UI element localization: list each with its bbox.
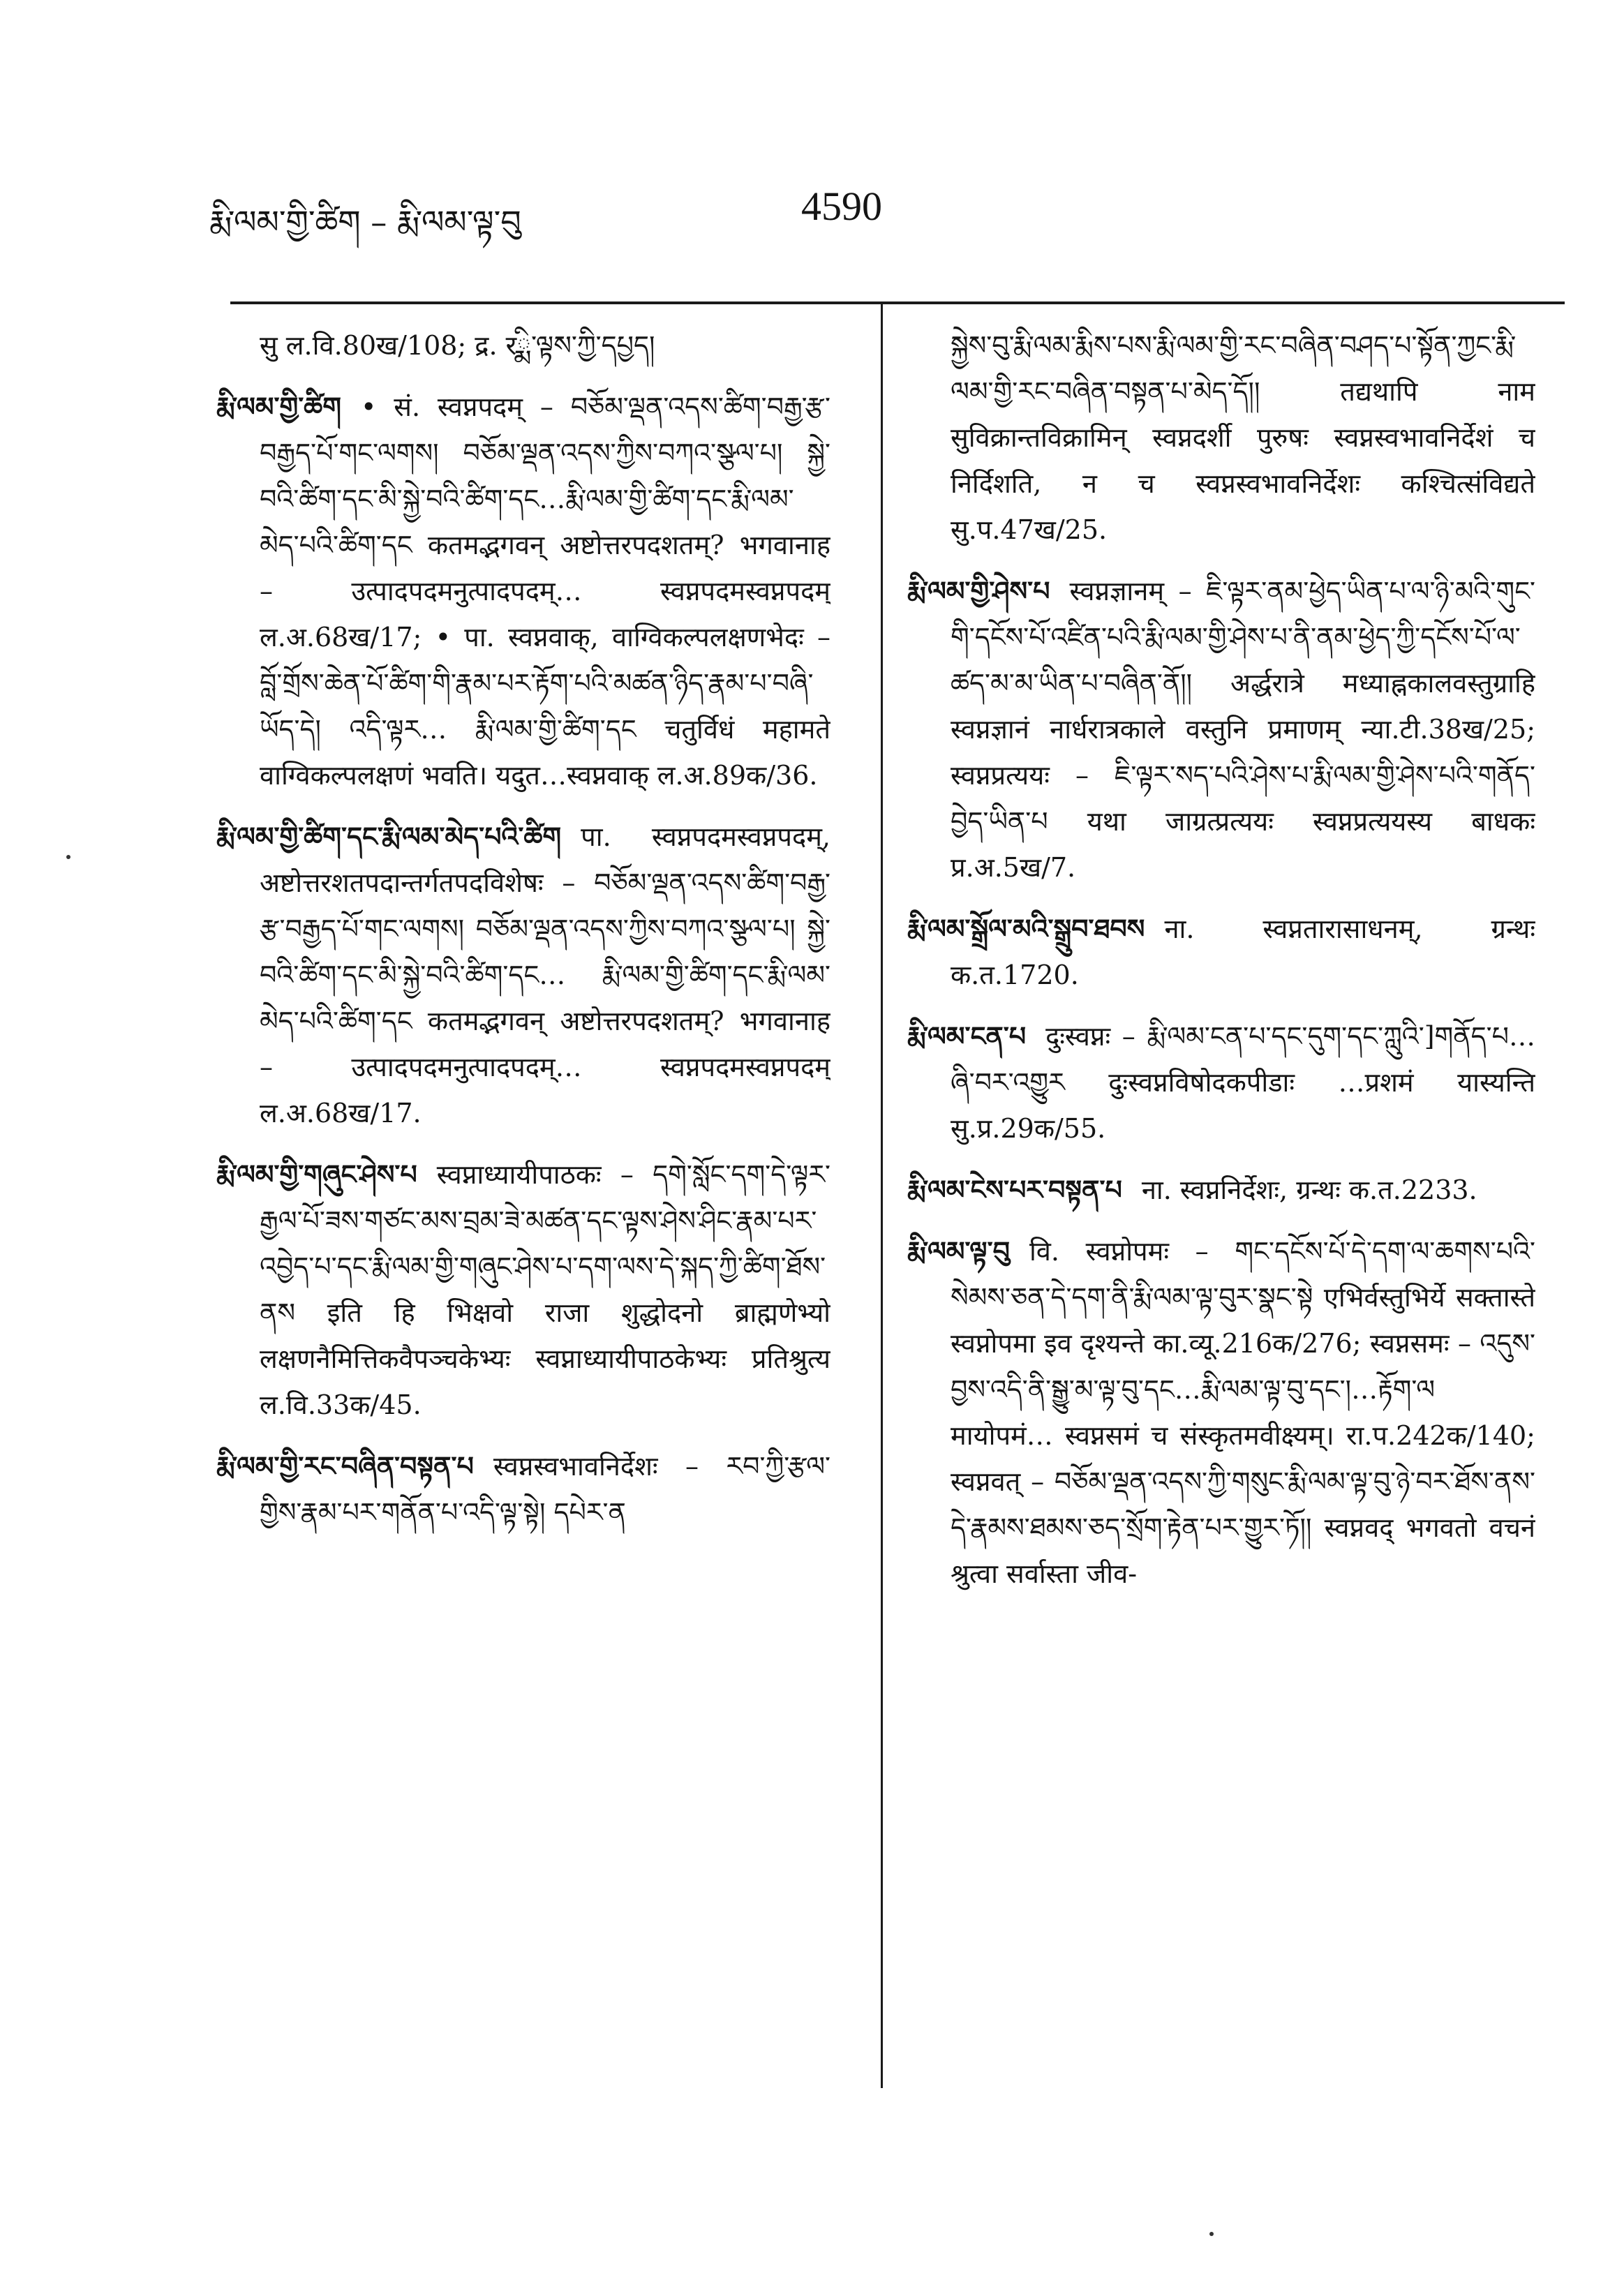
dictionary-entry [216, 1152, 830, 1428]
entry-headword: རྨི་ལམ་གྱི་ཚིག [216, 391, 341, 422]
dictionary-entry [907, 1167, 1535, 1213]
entry-headword: རྨི་ལམ་ལྟ་བུ [907, 1235, 1010, 1267]
running-head: རྨི་ལམ་གྱི་ཚིག – རྨི་ལམ་ལྟ་བུ [209, 203, 521, 241]
entry-headword: རྨི་ལམ་གྱི་ཚིག་དང་རྨི་ལམ་མེད་པའི་ཚིག [216, 821, 562, 852]
entry-headword: རྨི་ལམ་གྱི་གཞུང་ཤེས་པ [216, 1158, 417, 1190]
header-rule [230, 301, 1565, 304]
dictionary-entry [907, 1228, 1535, 1597]
entry-body: वि. स्वप्नोपमः – གང་དངོས་པོ་དེ་དག་ལ་ཆགས་པའི་སེམས་ཅན་དེ་དག་ནི་རྨི་ལམ་ལྟ་བུར་སྣང་སྟེ एभिर्वस्तुभिर्ये सक्तास्ते स्वप्नोपमा इव दृश्यन्ते का.व्यू.216क/276; स्वप्नसमः – འདུས་བྱས་འདི་ནི་སྒྱུ་མ་ལྟ་བུ་དང…རྨི་ལམ་ལྟ་བུ་དང་།…རྟོག་ལ मायोपमं… स्वप्नसमं च संस्कृतमवीक्ष्यम्। रा.प.242क/140; स्वप्नवत् – བཅོམ་ལྡན་འདས་ཀྱི་གསུང་རྨི་ལམ་ལྟ་བུ་ཉེ་བར་ཐོས་ནས་དེ་རྣམས་ཐམས་ཅད་སྲོག་རྟེན་པར་གྱུར་ཏོ།། स्वप्नवद् भगवतो वचनं श्रुत्वा सर्वास्ता जीव- [951, 1236, 1535, 1589]
entry-body: • सं. स्वप्नपदम् – བཅོམ་ལྡན་འདས་ཚིག་བརྒྱ་རྩ་བརྒྱད་པོ་གང་ལགས། བཅོམ་ལྡན་འདས་ཀྱིས་བཀའ་སྩལ་པ། སྐྱེ་བའི་ཚིག་དང་མི་སྐྱེ་བའི་ཚིག་དང…རྨི་ལམ་གྱི་ཚིག་དང་རྨི་ལམ་མེད་པའི་ཚིག་དང कतमद्भगवन् अष्टोत्तरपदशतम्? भगवानाह – उत्पादपदमनुत्पादपदम्… स्वप्नपदमस्वप्नपदम् ल.अ.68ख/17; • पा. स्वप्नवाक्, वाग्विकल्पलक्षणभेदः – བློ་གྲོས་ཆེན་པོ་ཚིག་གི་རྣམ་པར་རྟོག་པའི་མཚན་ཉིད་རྣམ་པ་བཞི་ཡོད་དེ། འདི་ལྟར… རྨི་ལམ་གྱི་ཚིག་དང चतुर्विधं महामते वाग्विकल्पलक्षणं भवति। यदुत…स्वप्नवाक् ल.अ.89क/36. [260, 392, 830, 791]
dictionary-entry [907, 906, 1535, 998]
entry-body: སྐྱེས་བུ་རྨི་ལམ་རྨིས་པས་རྨི་ལམ་གྱི་རང་བཞིན་བཤད་པ་སྟོན་ཀྱང་རྨི་ལམ་གྱི་རང་བཞིན་བསྟན་པ་མེད་དོ།། तद्यथापि नाम सुविक्रान्तविक्रामिन् स्वप्नदर्शी पुरुषः स्वप्नस्वभावनिर्देशं च निर्दिशति, न च स्वप्नस्वभावनिर्देशः कश्चित्संविद्यते सु.प.47ख/25. [951, 330, 1535, 545]
column-divider [881, 301, 883, 2088]
page-number: 4590 [801, 184, 882, 229]
entry-headword: རྨི་ལམ་སྒྲོལ་མའི་སྒྲུབ་ཐབས [907, 913, 1145, 944]
dictionary-entry [907, 322, 1535, 553]
scan-speck [1209, 2232, 1214, 2236]
dictionary-entry [907, 1013, 1535, 1152]
entry-body: ना. स्वप्नतारासाधनम्, ग्रन्थः क.त.1720. [951, 914, 1535, 990]
left-column [216, 322, 830, 2095]
entry-headword: རྨི་ལམ་གྱི་ཤེས་པ [907, 575, 1050, 606]
entry-body: स्वप्नाध्यायीपाठकः – དགེ་སློང་དག་དེ་ལྟར་རྒྱལ་པོ་ཟས་གཙང་མས་བྲམ་ཟེ་མཚན་དང་ལྟས་ཤེས་ཤིང་རྣམ་པར་འབྱེད་པ་དང་རྨི་ལམ་གྱི་གཞུང་ཤེས་པ་དག་ལས་དེ་སྐད་ཀྱི་ཚིག་ཐོས་ནས इति हि भिक्षवो राजा शुद्धोदनो ब्राह्मणेभ्यो लक्षणनैमित्तिकवैपञ्चकेभ्यः स्वप्नाध्यायीपाठकेभ्यः प्रतिश्रुत्य ल.वि.33क/45. [260, 1159, 830, 1420]
entry-body: स्वप्नस्वभावनिर्देशः – རབ་ཀྱི་རྩལ་གྱིས་རྣམ་པར་གནོན་པ་འདི་ལྟ་སྟེ། དཔེར་ན [260, 1451, 830, 1528]
entry-headword: རྨི་ལམ་ངེས་པར་བསྟན་པ [907, 1174, 1122, 1205]
entry-body: स्वप्नज्ञानम् – ཇི་ལྟར་ནམ་ཕྱེད་ཡིན་པ་ལ་ཉི་མའི་གུང་གི་དངོས་པོ་འཛིན་པའི་རྨི་ལམ་གྱི་ཤེས་པ་ནི་ནམ་ཕྱེད་ཀྱི་དངོས་པོ་ལ་ཚད་མ་མ་ཡིན་པ་བཞིན་ནོ།། अर्द्धरात्रे मध्याह्नकालवस्तुग्राहि स्वप्नज्ञानं नार्धरात्रकाले वस्तुनि प्रमाणम् न्या.टी.38ख/25; स्वप्नप्रत्ययः – ཇི་ལྟར་སད་པའི་ཤེས་པ་རྨི་ལམ་གྱི་ཤེས་པའི་གནོད་བྱེད་ཡིན་པ यथा जाग्रत्प्रत्ययः स्वप्नप्रत्ययस्य बाधकः प्र.अ.5ख/7. [951, 576, 1535, 883]
entry-body: ना. स्वप्ननिर्देशः, ग्रन्थः क.त.2233. [1141, 1175, 1477, 1205]
entry-body: सु ल.वि.80ख/108; द्र. रྨི་ལྟས་ཀྱི་དཔྱད། [260, 330, 655, 361]
entry-body: दुःस्वप्नः – རྨི་ལམ་ངན་པ་དང་དུག་དང་ཀླུའི་]གནོད་པ…ཞི་བར་འགྱུར दुःस्वप्नविषोदकपीडाः …प्रशमं यास्यन्ति सु.प्र.29क/55. [951, 1021, 1535, 1144]
entry-body: पा. स्वप्नपदमस्वप्नपदम्, अष्टोत्तरशतपदान्तर्गतपदविशेषः – བཅོམ་ལྡན་འདས་ཚིག་བརྒྱ་རྩ་བརྒྱད་པོ་གང་ལགས། བཅོམ་ལྡན་འདས་ཀྱིས་བཀའ་སྩལ་པ། སྐྱེ་བའི་ཚིག་དང་མི་སྐྱེ་བའི་ཚིག་དང… རྨི་ལམ་གྱི་ཚིག་དང་རྨི་ལམ་མེད་པའི་ཚིག་དང कतमद्भगवन् अष्टोत्तरपदशतम्? भगवानाह – उत्पादपदमनुत्पादपदम्… स्वप्नपदमस्वप्नपदम् ल.अ.68ख/17. [260, 821, 830, 1128]
dictionary-entry [216, 384, 830, 798]
dictionary-entry [907, 568, 1535, 891]
right-column [907, 322, 1535, 2095]
dictionary-entry [216, 322, 830, 368]
entry-headword: རྨི་ལམ་གྱི་རང་བཞིན་བསྟན་པ [216, 1450, 474, 1482]
dictionary-entry [216, 814, 830, 1136]
dictionary-entry [216, 1443, 830, 1535]
entry-headword: རྨི་ལམ་ངན་པ [907, 1020, 1027, 1052]
scan-speck [66, 855, 70, 859]
